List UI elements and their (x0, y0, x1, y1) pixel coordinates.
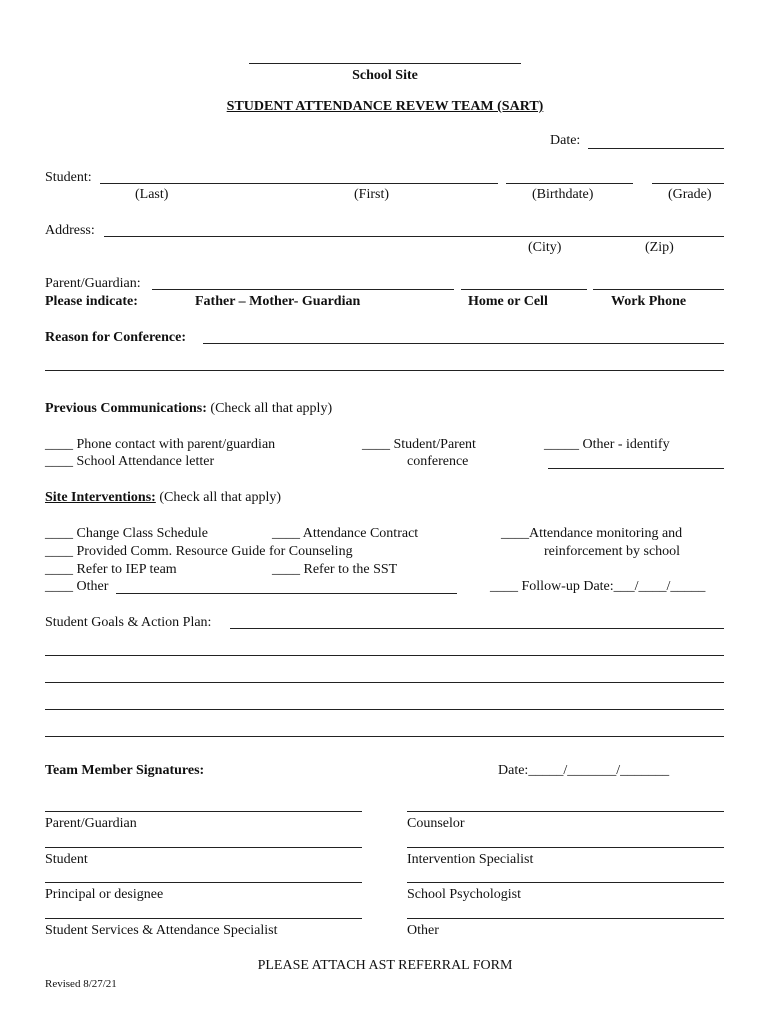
resource-guide-checkbox[interactable]: ____ Provided Comm. Resource Guide for Counseling (45, 544, 353, 559)
birthdate-caption: (Birthdate) (532, 187, 594, 202)
address-field[interactable] (104, 236, 724, 237)
signature-line[interactable] (45, 811, 362, 812)
zip-caption: (Zip) (645, 240, 674, 255)
signature-other: Other (407, 923, 439, 938)
change-class-schedule-checkbox[interactable]: ____ Change Class Schedule (45, 526, 208, 541)
reason-label: Reason for Conference: (45, 330, 187, 345)
student-name-field[interactable] (100, 183, 498, 184)
school-site-line[interactable] (249, 63, 521, 64)
home-cell-caption: Home or Cell (468, 294, 548, 309)
goals-field-line-3[interactable] (45, 682, 724, 683)
attendance-letter-checkbox[interactable]: ____ School Attendance letter (45, 454, 215, 469)
signature-line[interactable] (45, 918, 362, 919)
intervention-other-field[interactable] (116, 593, 457, 594)
goals-field-line-5[interactable] (45, 736, 724, 737)
please-indicate-label: Please indicate: (45, 294, 138, 309)
address-label: Address: (45, 223, 95, 238)
attach-referral-notice: PLEASE ATTACH AST REFERRAL FORM (257, 958, 513, 973)
student-parent-conference-checkbox[interactable]: ____ Student/Parent (362, 437, 476, 452)
previous-communications-note: (Check all that apply) (210, 401, 333, 416)
signature-parent-guardian: Parent/Guardian (45, 816, 137, 831)
work-phone-field[interactable] (593, 289, 724, 290)
signature-school-psychologist: School Psychologist (407, 887, 521, 902)
signature-counselor: Counselor (407, 816, 465, 831)
signature-line[interactable] (45, 847, 362, 848)
conference-caption: conference (407, 454, 469, 469)
reason-field-line-2[interactable] (45, 370, 724, 371)
attendance-monitoring-checkbox[interactable]: ____Attendance monitoring and (501, 526, 683, 541)
site-interventions-heading (45, 490, 281, 506)
other-identify-field[interactable] (548, 468, 724, 469)
home-cell-field[interactable] (461, 289, 587, 290)
site-interventions-note: (Check all that apply) (159, 490, 282, 505)
site-interventions-label: Site Interventions: (45, 490, 156, 505)
signature-line[interactable] (407, 918, 724, 919)
signatures-date-field[interactable]: Date:_____/_______/_______ (498, 763, 670, 778)
signature-attendance-specialist: Student Services & Attendance Specialist (45, 923, 278, 938)
revised-date: Revised 8/27/21 (45, 978, 117, 990)
refer-sst-checkbox[interactable]: ____ Refer to the SST (272, 562, 398, 577)
first-name-caption: (First) (354, 187, 389, 202)
signature-line[interactable] (407, 847, 724, 848)
follow-up-date-checkbox[interactable]: ____ Follow-up Date:___/____/_____ (490, 579, 706, 594)
parent-guardian-field[interactable] (152, 289, 454, 290)
refer-iep-checkbox[interactable]: ____ Refer to IEP team (45, 562, 177, 577)
student-label: Student: (45, 170, 92, 185)
signature-principal: Principal or designee (45, 887, 164, 902)
goals-field[interactable] (230, 628, 724, 629)
date-field[interactable] (588, 148, 724, 149)
parent-guardian-label: Parent/Guardian: (45, 276, 141, 291)
grade-field[interactable] (652, 183, 724, 184)
last-name-caption: (Last) (135, 187, 169, 202)
intervention-other-checkbox[interactable]: ____ Other (45, 579, 109, 594)
reason-field[interactable] (203, 343, 724, 344)
previous-communications-label: Previous Communications: (45, 401, 207, 416)
goals-field-line-4[interactable] (45, 709, 724, 710)
grade-caption: (Grade) (668, 187, 712, 202)
student-goals-label: Student Goals & Action Plan: (45, 615, 212, 630)
form-title: STUDENT ATTENDANCE REVEW TEAM (SART) (226, 99, 544, 114)
goals-field-line-2[interactable] (45, 655, 724, 656)
city-caption: (City) (528, 240, 562, 255)
phone-contact-checkbox[interactable]: ____ Phone contact with parent/guardian (45, 437, 276, 452)
signature-line[interactable] (45, 882, 362, 883)
signature-student: Student (45, 852, 88, 867)
school-site-label: School Site (352, 68, 418, 83)
previous-communications-heading (45, 401, 332, 417)
signature-line[interactable] (407, 811, 724, 812)
other-identify-checkbox[interactable]: _____ Other - identify (544, 437, 670, 452)
birthdate-field[interactable] (506, 183, 633, 184)
work-phone-caption: Work Phone (611, 294, 687, 309)
date-label: Date: (550, 133, 581, 148)
signature-intervention-specialist: Intervention Specialist (407, 852, 534, 867)
signature-line[interactable] (407, 882, 724, 883)
relation-options: Father – Mother- Guardian (195, 294, 361, 309)
attendance-contract-checkbox[interactable]: ____ Attendance Contract (272, 526, 419, 541)
reinforcement-caption: reinforcement by school (544, 544, 681, 559)
team-signatures-label: Team Member Signatures: (45, 763, 205, 778)
